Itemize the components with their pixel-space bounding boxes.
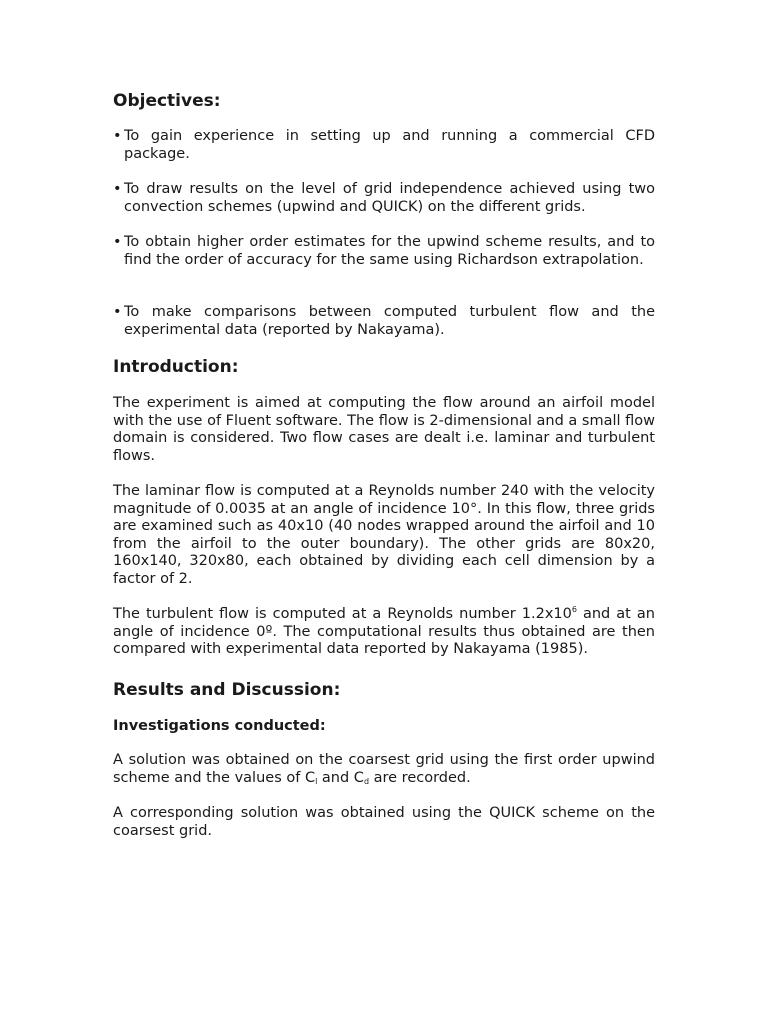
objective-item-3 bbox=[113, 234, 655, 269]
objective-item-2 bbox=[113, 181, 655, 216]
bullet-icon: • bbox=[113, 304, 122, 320]
bullet-icon: • bbox=[113, 234, 122, 250]
cd-subscript: d bbox=[363, 776, 370, 786]
investigations-subheading: Investigations conducted: bbox=[113, 718, 326, 734]
introduction-paragraph-1: The experiment is aimed at computing the flow around an airfoil model with the use of Fluent software. The flow is 2-dimensional and a small flow domain is considered. Two flow cases are dealt i.e. laminar and turbulent flows. bbox=[113, 395, 655, 464]
results-paragraph-2: A corresponding solution was obtained using the QUICK scheme on the coarsest grid. bbox=[113, 805, 655, 839]
para3-text-end: and at an angle of incidence 0º. The computational results thus obtained are then compared with experimental data reported by Nakayama (1985). bbox=[113, 606, 655, 658]
bullet-icon: • bbox=[113, 181, 122, 197]
results-paragraph-1 bbox=[113, 752, 655, 787]
bullet-icon: • bbox=[113, 128, 122, 144]
cl-subscript: l bbox=[315, 776, 318, 786]
results-heading: Results and Discussion: bbox=[113, 680, 341, 700]
results-p1-part1: A solution was obtained on the coarsest grid using the first order upwind scheme and the values of C bbox=[113, 752, 655, 786]
exponent: 6 bbox=[571, 605, 577, 614]
objective-item-4 bbox=[113, 304, 655, 339]
introduction-paragraph-2: The laminar flow is computed at a Reynolds number 240 with the velocity magnitude of 0.0035 at an angle of incidence 10°. In this flow, three grids are examined such as 40x10 (40 nodes wrapped around the airfoil and 10 from the airfoil to the outer boundary). The other grids are 80x20, 160x140, 320x80, each obtained by dividing each cell dimension by a factor of 2. bbox=[113, 483, 655, 587]
introduction-paragraph-3 bbox=[113, 606, 655, 659]
objective-text-3: To obtain higher order estimates for the upwind scheme results, and to find the order of accuracy for the same using Richardson extrapolation. bbox=[124, 234, 655, 268]
objectives-heading: Objectives: bbox=[113, 91, 221, 111]
results-p1-part3: are recorded. bbox=[369, 769, 471, 786]
objective-text-1: To gain experience in setting up and running a commercial CFD package. bbox=[124, 128, 655, 162]
para3-text-start: The turbulent flow is computed at a Reynolds number 1.2x10 bbox=[113, 606, 572, 622]
results-p1-part2: and C bbox=[317, 769, 364, 786]
objective-text-2: To draw results on the level of grid independence achieved using two convection schemes (upwind and QUICK) on the different grids. bbox=[124, 181, 655, 215]
introduction-heading: Introduction: bbox=[113, 357, 239, 377]
objective-item-1 bbox=[113, 128, 655, 163]
objective-text-4: To make comparisons between computed turbulent flow and the experimental data (reported by Nakayama). bbox=[124, 304, 655, 338]
